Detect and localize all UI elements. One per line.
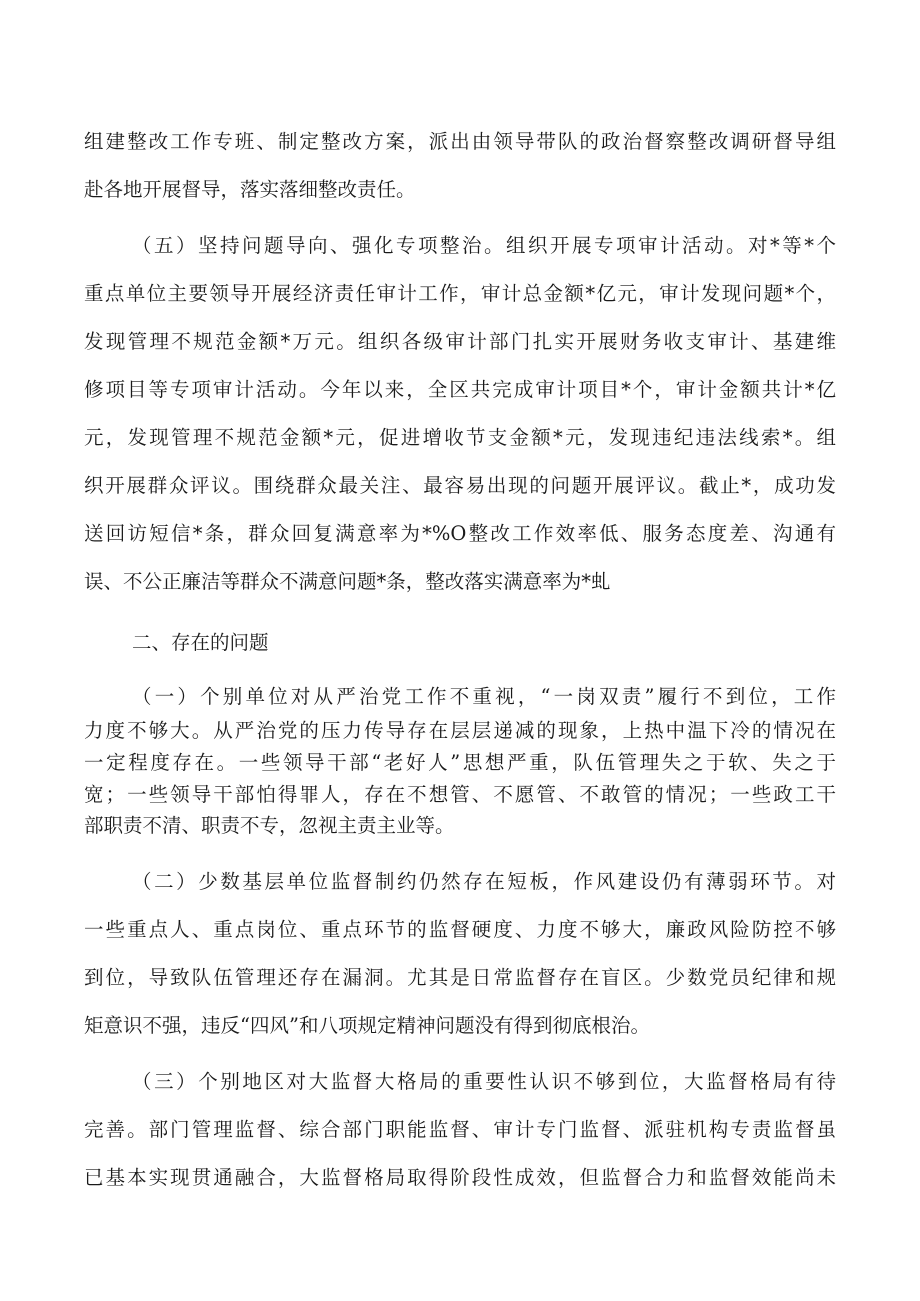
text-line: 到位，导致队伍管理还存在漏洞。尤其是日常监督存在盲区。少数党员纪律和规 [84, 966, 836, 989]
text-line: 一些重点人、重点岗位、重点环节的监督硬度、力度不够大，廉政风险防控不够 [84, 918, 836, 941]
text-line: 元，发现管理不规范金额*元，促进增收节支金额*元，发现违纪违法线索*。组 [84, 426, 836, 449]
text-line: 织开展群众评议。围绕群众最关注、最容易出现的问题开展评议。截止*，成功发 [84, 474, 836, 497]
paragraph-five-first-line: （五）坚持问题导向、强化专项整治。组织开展专项审计活动。对*等*个 [132, 234, 836, 257]
text-line: 部职责不清、职责不专，忽视主责主业等。 [84, 814, 455, 837]
text-line: 赴各地开展督导，落实落细整改责任。 [84, 178, 416, 201]
section-heading: 二、存在的问题 [132, 631, 269, 654]
text-line: 误、不公正廉洁等群众不满意问题*条，整改落实满意率为*虬 [84, 570, 611, 593]
text-line: 发现管理不规范金额*万元。组织各级审计部门扎实开展财务收支审计、基建维 [84, 330, 836, 353]
text-line: 已基本实现贯通融合，大监督格局取得阶段性成效，但监督合力和监督效能尚未 [84, 1166, 836, 1189]
text-line: 重点单位主要领导开展经济责任审计工作，审计总金额*亿元，审计发现问题*个， [84, 282, 836, 305]
text-line: 送回访短信*条，群众回复满意率为*%O整改工作效率低、服务态度差、沟通有 [84, 522, 836, 545]
text-line: 宽；一些领导干部怕得罪人，存在不想管、不愿管、不敢管的情况；一些政工干 [84, 783, 836, 806]
problem-three-first-line: （三）个别地区对大监督大格局的重要性认识不够到位，大监督格局有待 [132, 1070, 836, 1093]
text-line: 修项目等专项审计活动。今年以来，全区共完成审计项目*个，审计金额共计*亿 [84, 378, 836, 401]
problem-two-first-line: （二）少数基层单位监督制约仍然存在短板，作风建设仍有薄弱环节。对 [132, 870, 836, 893]
text-line: 一定程度存在。一些领导干部“老好人”思想严重，队伍管理失之于软、失之于 [84, 751, 836, 774]
text-line: 力度不够大。从严治党的压力传导存在层层递减的现象，上热中温下冷的情况在 [84, 719, 836, 742]
problem-one-first-line: （一）个别单位对从严治党工作不重视，“一岗双责”履行不到位，工作 [132, 685, 836, 708]
text-line: 完善。部门管理监督、综合部门职能监督、审计专门监督、派驻机构专责监督虽 [84, 1118, 836, 1141]
text-line: 组建整改工作专班、制定整改方案，派出由领导带队的政治督察整改调研督导组 [84, 130, 836, 153]
text-line: 矩意识不强，违反“四风”和八项规定精神问题没有得到彻底根治。 [84, 1014, 650, 1037]
